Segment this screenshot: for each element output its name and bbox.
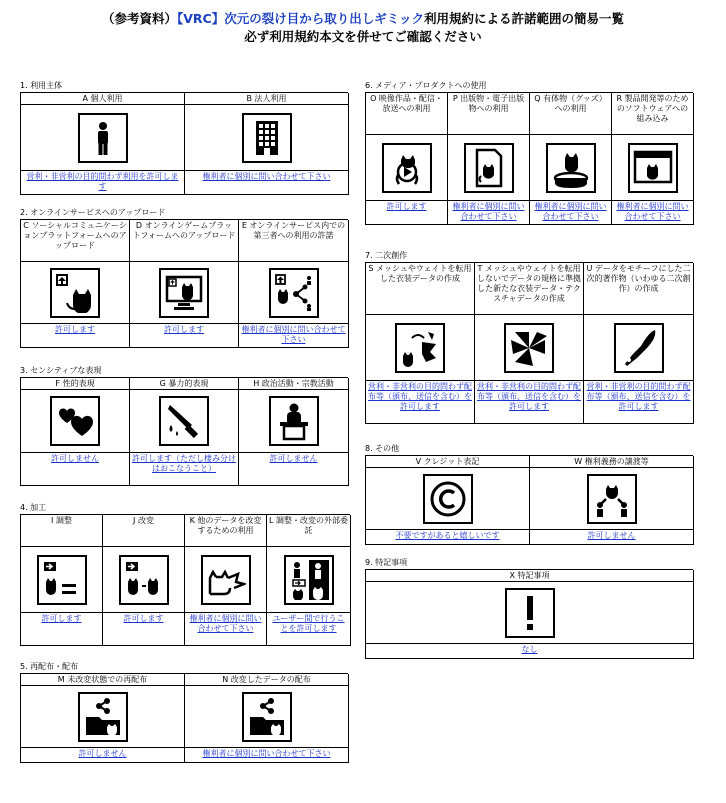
item-label: V クレジット表記 [366,456,529,468]
item-status: 不要ですがあると嬉しいです [395,531,500,540]
section-title: 5. 再配布・配布 [20,662,79,671]
person-icon [78,113,128,163]
item-use-for-other-data [185,515,267,646]
item-status: なし [521,645,538,654]
header-prefix: （参考資料） [101,11,177,26]
item-label: B 法人利用 [185,93,348,105]
upload-cat-icon [50,268,100,318]
item-status: 権利者に個別に問い合わせて下さい [202,172,331,181]
book-cat-icon [464,143,514,193]
item-status: 許可します [123,614,164,623]
item-label: R 製品開発等のためのソフトウェアへの組み込み [612,93,693,135]
item-software-embedding [612,93,694,225]
item-derivative-creation [584,263,694,424]
item-video-broadcast [366,93,448,225]
section-online-upload [20,207,348,348]
item-label: Q 有体物（グッズ）への利用 [530,93,611,135]
share-people-icon [269,268,319,318]
section-usage-subject [20,80,348,195]
item-status: 権利者に個別に問い合わせて下さい [241,325,346,344]
header-line-2: 必ず利用規約本文を併せてご確認ください [244,29,482,44]
section-sensitive-expression [20,365,348,486]
item-status: 許可しません [587,531,636,540]
item-corporate-use [185,93,349,195]
header-suffix: 利用規約による許諾範囲の簡易一覧 [423,11,624,26]
item-label: N 改変したデータの配布 [185,674,348,686]
item-modified-distribution [185,674,349,763]
cat-morph-icon [201,555,251,605]
outsource-icon [284,555,334,605]
section-title: 8. その他 [365,444,400,453]
item-label: X 特記事項 [366,570,693,582]
video-cat-icon [382,143,432,193]
building-icon [242,113,292,163]
item-label: A 個人利用 [21,93,184,105]
item-status: 許可します [164,325,204,334]
pen-icon [614,323,664,373]
header-brand: 【VRC】次元の裂け目から取り出しギミック [177,11,424,26]
folder-share-icon [242,692,292,742]
section-title: 4. 加工 [20,503,47,512]
item-unmodified-redistribution [21,674,185,763]
section-title: 9. 特記事項 [365,558,408,567]
item-publication [448,93,530,225]
adjust-icon [37,555,87,605]
section-derivative-works [365,250,693,424]
header-line-1 [0,10,726,28]
cat-shapes-icon [395,323,445,373]
item-label: S メッシュやウェイトを転用した衣装データの作成 [366,263,474,315]
section-special-notes [365,557,693,659]
item-status: ユーザー間で行うことを許可します [272,614,345,633]
item-label: K 他のデータを改変するための利用 [185,515,266,547]
folder-share-icon [78,692,128,742]
item-rights-transfer [530,456,694,545]
item-status: 権利者に個別に問い合わせて下さい [534,202,607,221]
item-special-notes [366,570,694,659]
item-status: 営利・非営利の目的問わず配布等（頒布、送信を含む）を許可します [477,382,581,411]
item-label: E オンラインサービス内での第三者への利用の許諾 [239,220,348,262]
item-status: 権利者に個別に問い合わせて下さい [452,202,525,221]
item-game-upload [130,220,239,348]
item-goods [530,93,612,225]
item-status: 営利・非営利の目的問わず利用を許可します [26,172,179,191]
item-label: M 未改変状態での再配布 [21,674,184,686]
item-label: D オンラインゲームプラットフォームへのアップロード [130,220,238,262]
item-status: 許可します [55,325,95,334]
item-adjustment [21,515,103,646]
item-label: P 出版物・電子出版物への利用 [448,93,529,135]
item-outsourcing [267,515,351,646]
transfer-people-icon [587,474,637,524]
item-new-costume-data [475,263,584,424]
podium-icon [269,396,319,446]
item-status: 許可しません [269,454,318,463]
item-mesh-weight-reuse [366,263,475,424]
item-status: 権利者に個別に問い合わせて下さい [189,614,262,633]
item-personal-use [21,93,185,195]
item-status: 許可します [41,614,82,623]
item-label: U データをモチーフにした二次的著作物（いわゆる二次創作）の作成 [584,263,693,315]
figure-cat-icon [546,143,596,193]
item-label: H 政治活動・宗教活動 [239,378,348,390]
item-label: C ソーシャルコミュニケーションプラットフォームへのアップロード [21,220,129,262]
item-status: 許可します（ただし棲み分けはおこなうこと） [132,454,236,473]
modify-icon [119,555,169,605]
item-label: W 権利義務の譲渡等 [530,456,693,468]
section-redistribution [20,661,348,763]
item-label: T メッシュやウェイトを転用しないでデータの規格に準拠した新たな衣装データ・テクスチャデータの作成 [475,263,583,315]
shapes-icon [504,323,554,373]
item-status: 許可します [386,202,427,211]
item-political-religious [239,378,349,486]
item-social-upload [21,220,130,348]
hearts-icon [50,396,100,446]
section-title: 7. 二次創作 [365,251,408,260]
monitor-cat-icon [159,268,209,318]
item-status: 権利者に個別に問い合わせて下さい [616,202,689,221]
item-credit [366,456,530,545]
section-other [365,443,693,545]
knife-icon [159,396,209,446]
item-label: I 調整 [21,515,102,547]
item-modification [103,515,185,646]
section-processing [20,502,350,646]
item-label: J 改変 [103,515,184,547]
section-title: 1. 利用主体 [20,81,63,90]
item-label: F 性的表現 [21,378,129,390]
item-label: G 暴力的表現 [130,378,238,390]
section-title: 2. オンラインサービスへのアップロード [20,208,166,217]
item-third-party-license [239,220,349,348]
copyright-icon [423,474,473,524]
item-status: 権利者に個別に問い合わせて下さい [202,749,331,758]
item-status: 許可しません [78,749,127,758]
section-media-products [365,80,693,225]
exclamation-icon [505,588,555,638]
item-violent-expression [130,378,239,486]
item-label: L 調整・改変の外部委託 [267,515,350,547]
item-label: O 映像作品・配信・放送への利用 [366,93,447,135]
item-status: 許可しません [51,454,99,463]
item-sexual-expression [21,378,130,486]
item-status: 営利・非営利の目的問わず配布等（頒布、送信を含む）を許可します [368,382,472,411]
window-cat-icon [628,143,678,193]
item-status: 営利・非営利の目的問わず配布等（頒布、送信を含む）を許可します [586,382,691,411]
section-title: 6. メディア・プロダクトへの使用 [365,81,487,90]
section-title: 3. センシティブな表現 [20,366,102,375]
document-header [0,10,726,46]
